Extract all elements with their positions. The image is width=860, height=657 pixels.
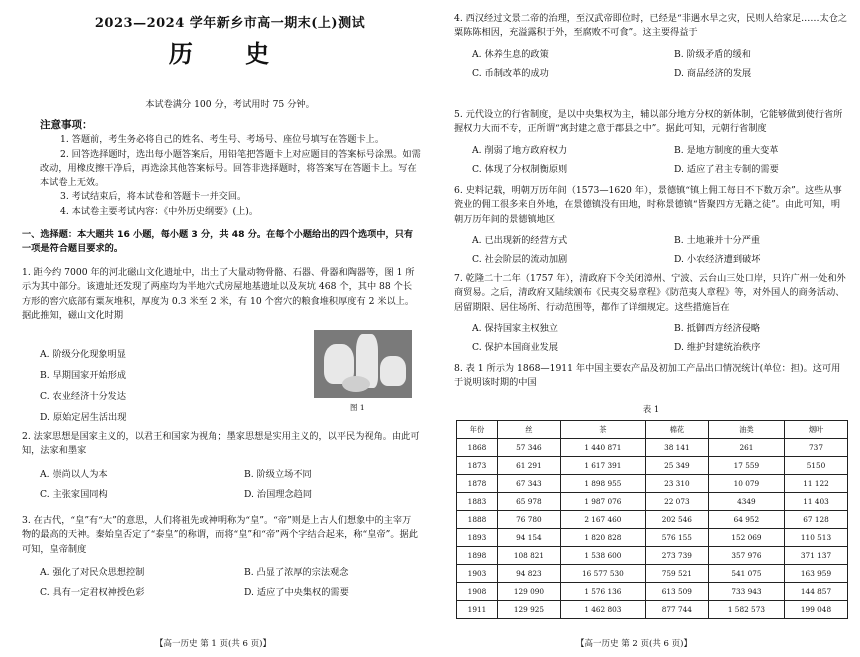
table-row — [457, 601, 848, 619]
table-cell: 1 538 600 — [560, 547, 645, 565]
question-stem: 4. 西汉经过文景二帝的治理，至汉武帝即位时，已经是“非遇水旱之灾，民则人给家足……太仓之粟陈陈相因，充溢露积于外，至腐败不可食”。这主要得益于 — [454, 13, 848, 39]
table-cell: 64 952 — [708, 511, 784, 529]
table-cell: 759 521 — [645, 565, 708, 583]
header-cell: 年份 — [457, 421, 498, 439]
table-cell: 199 048 — [785, 601, 848, 619]
table-cell: 1903 — [457, 565, 498, 583]
table-caption: 表 1 — [642, 405, 660, 415]
table-cell: 202 546 — [645, 511, 708, 529]
option-d[interactable]: D. 适应了君主专制的需要 — [674, 163, 779, 175]
exam-info: 本试卷满分 100 分，考试用时 75 分钟。 — [145, 99, 315, 110]
pottery-photo — [314, 330, 412, 398]
table-cell: 1883 — [457, 493, 498, 511]
option-a[interactable]: A. 阶级分化现象明显 — [40, 349, 126, 360]
table-cell: 1 898 955 — [560, 475, 645, 493]
option-d[interactable]: D. 原始定居生活出现 — [40, 412, 127, 423]
right-page — [440, 0, 860, 657]
option-b[interactable]: B. 凸显了浓厚的宗法观念 — [244, 566, 349, 578]
table-cell: 877 744 — [645, 601, 708, 619]
table-cell: 273 739 — [645, 547, 708, 565]
table-cell: 4349 — [708, 493, 784, 511]
notice-item: 4. 本试卷主要考试内容：《中外历史纲要》(上)。 — [60, 205, 259, 217]
table-cell: 733 943 — [708, 583, 784, 601]
table-cell: 5150 — [785, 457, 848, 475]
option-d[interactable]: D. 维护封建统治秩序 — [674, 341, 761, 353]
table-cell: 1908 — [457, 583, 498, 601]
table-row — [457, 511, 848, 529]
page-footer-left: 【高一历史 第 1 页(共 6 页)】 — [155, 639, 271, 649]
table-cell: 1893 — [457, 529, 498, 547]
header-cell: 茶 — [560, 421, 645, 439]
question-stem: 8. 表 1 所示为 1868—1911 年中国主要农产品及初加工产品出口情况统计(单位：担)。这可用于说明该时期的中国 — [454, 363, 841, 389]
table-row — [457, 475, 848, 493]
question-7 — [454, 272, 848, 357]
option-c[interactable]: C. 币制改革的成功 — [472, 67, 549, 79]
question-8 — [454, 362, 848, 391]
notice-heading: 注意事项： — [40, 119, 93, 131]
table-header-row — [457, 421, 848, 439]
option-d[interactable]: D. 小农经济遭到破坏 — [674, 253, 761, 265]
section-instructions: 一、选择题：本大题共 16 小题，每小题 3 分，共 48 分。在每个小题给出的四个选项中，只有一项是符合题目要求的。 — [22, 229, 414, 255]
option-c[interactable]: C. 社会阶层的流动加剧 — [472, 253, 568, 265]
question-stem: 6. 史料记载，明朝万历年间（1573—1620 年），景德镇“镇上佣工每日不下数万余”。这些从事瓷业的佣工很多来自外地，在景德镇没有田地，时称景德镇“皆聚四方无籍之徒”。由此可知，明朝万历年间的景德镇地区 — [454, 185, 842, 225]
option-c[interactable]: C. 主张家国同构 — [40, 488, 108, 500]
option-a[interactable]: A. 削弱了地方政府权力 — [472, 144, 568, 156]
figure-caption: 图 1 — [350, 403, 365, 412]
table-cell: 152 069 — [708, 529, 784, 547]
table-cell: 2 167 460 — [560, 511, 645, 529]
table-cell: 1 462 803 — [560, 601, 645, 619]
exam-title: 2023—2024 学年新乡市高一期末(上)测试 — [94, 16, 366, 31]
question-stem: 5. 元代设立的行省制度，是以中央集权为主，辅以部分地方分权的新体制，它能够做到使行省所握权力大而不专，正所谓“寓封建之意于郡县之中”。据此可知，元朝行省制度 — [454, 109, 843, 135]
table-body — [457, 439, 848, 619]
notice-section — [40, 117, 425, 219]
question-stem: 1. 距今约 7000 年的河北磁山文化遗址中，出土了大量动物骨骼、石器、骨器和陶器等，图 1 所示为其中部分。该遗址还发现了两座均为半地穴式房屋地基遗址以及灰坑 468 个，其中 88 个长方形的窖穴底部有粟灰堆积，厚度为 0.3 米至 2 米，有 10 个窖穴的粮食堆积厚度有 2 米以上。据此推知，磁山文化时期 — [22, 267, 415, 321]
table-cell: 371 137 — [785, 547, 848, 565]
table-cell: 163 959 — [785, 565, 848, 583]
header-cell: 棉花 — [645, 421, 708, 439]
table-cell: 76 780 — [497, 511, 560, 529]
table-cell: 1 617 391 — [560, 457, 645, 475]
option-a[interactable]: A. 已出现新的经营方式 — [472, 234, 568, 246]
table-cell: 94 823 — [497, 565, 560, 583]
table-cell: 22 073 — [645, 493, 708, 511]
option-d[interactable]: D. 适应了中央集权的需要 — [244, 586, 349, 598]
table-cell: 129 090 — [497, 583, 560, 601]
table-cell: 67 343 — [497, 475, 560, 493]
question-3 — [22, 514, 420, 603]
table-cell: 1 987 076 — [560, 493, 645, 511]
table-cell: 1911 — [457, 601, 498, 619]
page-footer-right: 【高一历史 第 2 页(共 6 页)】 — [576, 639, 692, 649]
header-cell: 烟叶 — [785, 421, 848, 439]
question-stem: 2. 法家思想是国家主义的，以君王和国家为视角；墨家思想是实用主义的，以平民为视角。由此可知，法家和墨家 — [22, 431, 420, 457]
table-cell: 38 141 — [645, 439, 708, 457]
table-cell: 11 122 — [785, 475, 848, 493]
question-stem: 3. 在古代，“皇”有“大”的意思，人们将祖先或神明称为“皇”。“帝”则是上古人们想象中的主宰万物的最高的天神。秦始皇否定了“泰皇”的称谓，而将“皇”和“帝”两个字结合起来，称“皇帝”。据此可知，皇帝制度 — [22, 515, 418, 555]
header-cell: 油类 — [708, 421, 784, 439]
table-cell: 737 — [785, 439, 848, 457]
question-1 — [22, 266, 420, 323]
table-cell: 1878 — [457, 475, 498, 493]
option-a[interactable]: A. 崇尚以人为本 — [40, 468, 108, 480]
option-c[interactable]: C. 保护本国商业发展 — [472, 341, 559, 353]
table-row — [457, 493, 848, 511]
table-row — [457, 583, 848, 601]
notice-item: 1. 答题前，考生务必将自己的姓名、考生号、考场号、座位号填写在答题卡上。 — [60, 134, 385, 146]
option-b[interactable]: B. 阶级矛盾的缓和 — [674, 48, 751, 60]
table-cell: 11 403 — [785, 493, 848, 511]
table-cell: 357 976 — [708, 547, 784, 565]
option-d[interactable]: D. 治国理念趋同 — [244, 488, 313, 500]
table-cell: 61 291 — [497, 457, 560, 475]
table-cell: 67 128 — [785, 511, 848, 529]
table-cell: 261 — [708, 439, 784, 457]
table-row — [457, 565, 848, 583]
header-cell: 丝 — [497, 421, 560, 439]
question-stem: 7. 乾隆二十二年（1757 年），清政府下令关闭漳州、宁波、云台山三处口岸，只许广州一处和外商贸易。之后，清政府又陆续颁布《民夷交易章程》《防范夷人章程》等，对外国人的商务活动、居留期限、居住场所、行动范围等，都作了详细规定。这些措施旨在 — [454, 273, 846, 313]
option-a[interactable]: A. 保持国家主权独立 — [472, 322, 558, 334]
question-2 — [22, 430, 420, 505]
table-cell: 1 582 573 — [708, 601, 784, 619]
table-cell: 1868 — [457, 439, 498, 457]
option-b[interactable]: B. 阶级立场不同 — [244, 468, 312, 480]
table-cell: 129 925 — [497, 601, 560, 619]
option-b[interactable]: B. 早期国家开始形成 — [40, 370, 127, 381]
table-cell: 16 577 530 — [560, 565, 645, 583]
option-c[interactable]: C. 体现了分权制衡原则 — [472, 163, 568, 175]
export-table — [456, 420, 848, 619]
table-cell: 144 857 — [785, 583, 848, 601]
table-cell: 613 509 — [645, 583, 708, 601]
question-4 — [454, 12, 848, 83]
option-c[interactable]: C. 农业经济十分发达 — [40, 391, 127, 402]
table-cell: 1898 — [457, 547, 498, 565]
table-row — [457, 439, 848, 457]
question-1-options — [22, 344, 302, 428]
option-d[interactable]: D. 商品经济的发展 — [674, 67, 752, 79]
option-a[interactable]: A. 休养生息的政策 — [472, 48, 549, 60]
option-b[interactable]: B. 土地兼并十分严重 — [674, 234, 761, 246]
data-table — [456, 420, 848, 619]
subject-title: 历 史 — [168, 40, 292, 68]
table-cell: 1888 — [457, 511, 498, 529]
table-row — [457, 457, 848, 475]
table-cell: 23 310 — [645, 475, 708, 493]
option-b[interactable]: B. 是地方制度的重大变革 — [674, 144, 779, 156]
notice-item: 3. 考试结束后，将本试卷和答题卡一并交回。 — [60, 191, 247, 203]
table-row — [457, 529, 848, 547]
table-cell: 110 513 — [785, 529, 848, 547]
option-c[interactable]: C. 具有一定君权神授色彩 — [40, 586, 145, 598]
table-cell: 25 349 — [645, 457, 708, 475]
table-cell: 1 440 871 — [560, 439, 645, 457]
table-cell: 94 154 — [497, 529, 560, 547]
table-cell: 65 978 — [497, 493, 560, 511]
table-cell: 10 079 — [708, 475, 784, 493]
table-cell: 576 155 — [645, 529, 708, 547]
table-cell: 1 820 828 — [560, 529, 645, 547]
question-5 — [454, 108, 848, 179]
table-cell: 57 346 — [497, 439, 560, 457]
table-cell: 108 821 — [497, 547, 560, 565]
option-a[interactable]: A. 强化了对民众思想控制 — [40, 566, 145, 578]
question-6 — [454, 184, 848, 269]
table-cell: 541 075 — [708, 565, 784, 583]
table-row — [457, 547, 848, 565]
option-b[interactable]: B. 抵御西方经济侵略 — [674, 322, 761, 334]
table-cell: 1873 — [457, 457, 498, 475]
notice-item: 2. 回答选择题时，选出每小题答案后，用铅笔把答题卡上对应题目的答案标号涂黑。如需改动，用橡皮擦干净后，再选涂其他答案标号。回答非选择题时，将答案写在答题卡上。写在本试卷上无效。 — [40, 148, 421, 189]
table-cell: 1 576 136 — [560, 583, 645, 601]
table-cell: 17 559 — [708, 457, 784, 475]
